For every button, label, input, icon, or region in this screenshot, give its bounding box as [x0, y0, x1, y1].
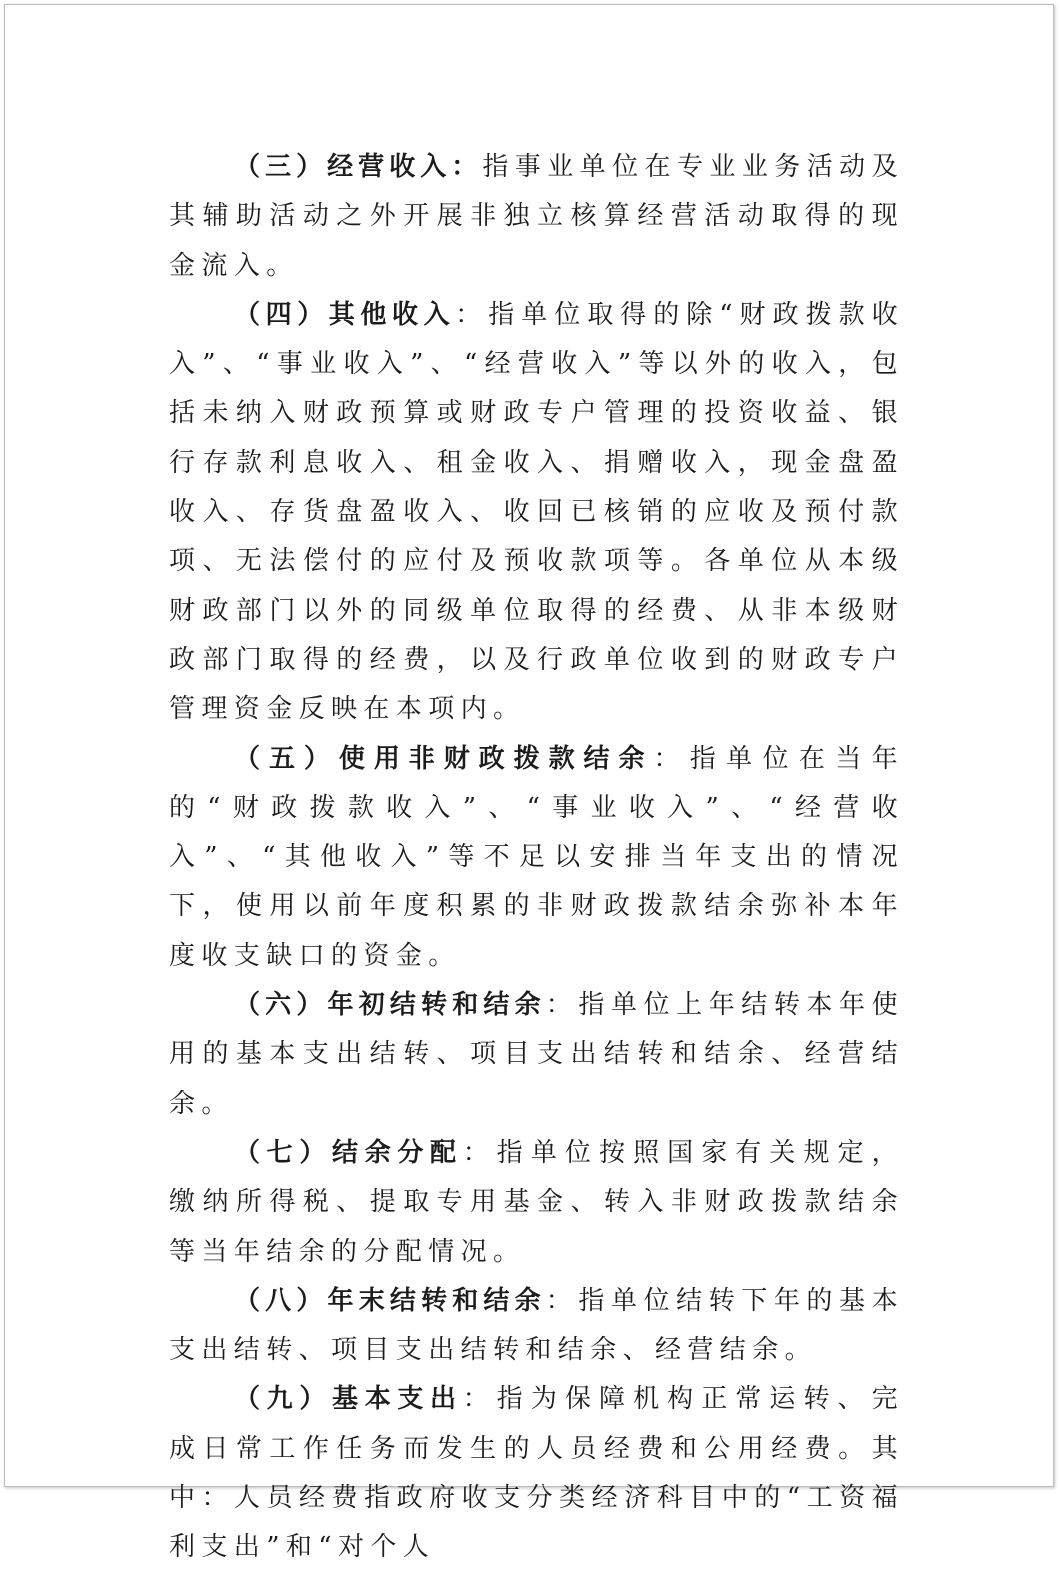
paragraph-text: ：指单位按照国家有关规定，缴纳所得税、提取专用基金、转入非财政拨款结余等当年结余的分配情况。 — [169, 1137, 904, 1267]
document-body — [169, 143, 904, 1573]
paragraph-opening-balance — [169, 981, 904, 1129]
paragraph-non-fiscal-balance — [169, 735, 904, 981]
paragraph-operating-income — [169, 143, 904, 291]
paragraph-closing-balance — [169, 1277, 904, 1376]
paragraph-basic-expenditure — [169, 1375, 904, 1572]
document-page — [4, 4, 1054, 1563]
paragraph-text: ：指单位在当年的“财政拨款收入”、“事业收入”、“经营收入”、“其他收入”等不足以安排当年支出的情况下，使用以前年度积累的非财政拨款结余弥补本年度收支缺口的资金。 — [169, 743, 904, 971]
paragraph-heading: （四）其他收入 — [234, 299, 456, 330]
paragraph-heading: （九）基本支出 — [234, 1384, 463, 1415]
paragraph-text: ：指单位结转下年的基本支出结转、项目支出结转和结余、经营结余。 — [169, 1285, 904, 1366]
paragraph-heading: （八）年末结转和结余 — [234, 1285, 546, 1316]
paragraph-heading: （七）结余分配 — [234, 1137, 463, 1168]
paragraph-heading: （三）经营收入： — [234, 152, 483, 182]
paragraph-heading: （六）年初结转和结余 — [234, 990, 546, 1021]
paragraph-other-income — [169, 291, 904, 735]
paragraph-text: ：指单位取得的除“财政拨款收入”、“事业收入”、“经营收入”等以外的收入，包括未纳入财政预算或财政专户管理的投资收益、银行存款利息收入、租金收入、捐赠收入，现金盘盈收入、存货盘盈收入、收回已核销的应收及预付款项、无法偿付的应付及预收款项等。各单位从本级财政部门以外的同级单位取得的经费、从非本级财政部门取得的经费，以及行政单位收到的财政专户管理资金反映在本项内。 — [169, 299, 904, 725]
paragraph-heading: （五）使用非财政拨款结余 — [234, 743, 654, 774]
paragraph-text: ：指为保障机构正常运转、完成日常工作任务而发生的人员经费和公用经费。其中：人员经费指政府收支分类经济科目中的“工资福利支出”和“对个人 — [169, 1384, 904, 1563]
paragraph-text: ：指单位上年结转本年使用的基本支出结转、项目支出结转和结余、经营结余。 — [169, 990, 904, 1119]
paragraph-text: 指事业单位在专业业务活动及其辅助活动之外开展非独立核算经营活动取得的现金流入。 — [169, 152, 904, 281]
paragraph-surplus-distribution — [169, 1129, 904, 1277]
